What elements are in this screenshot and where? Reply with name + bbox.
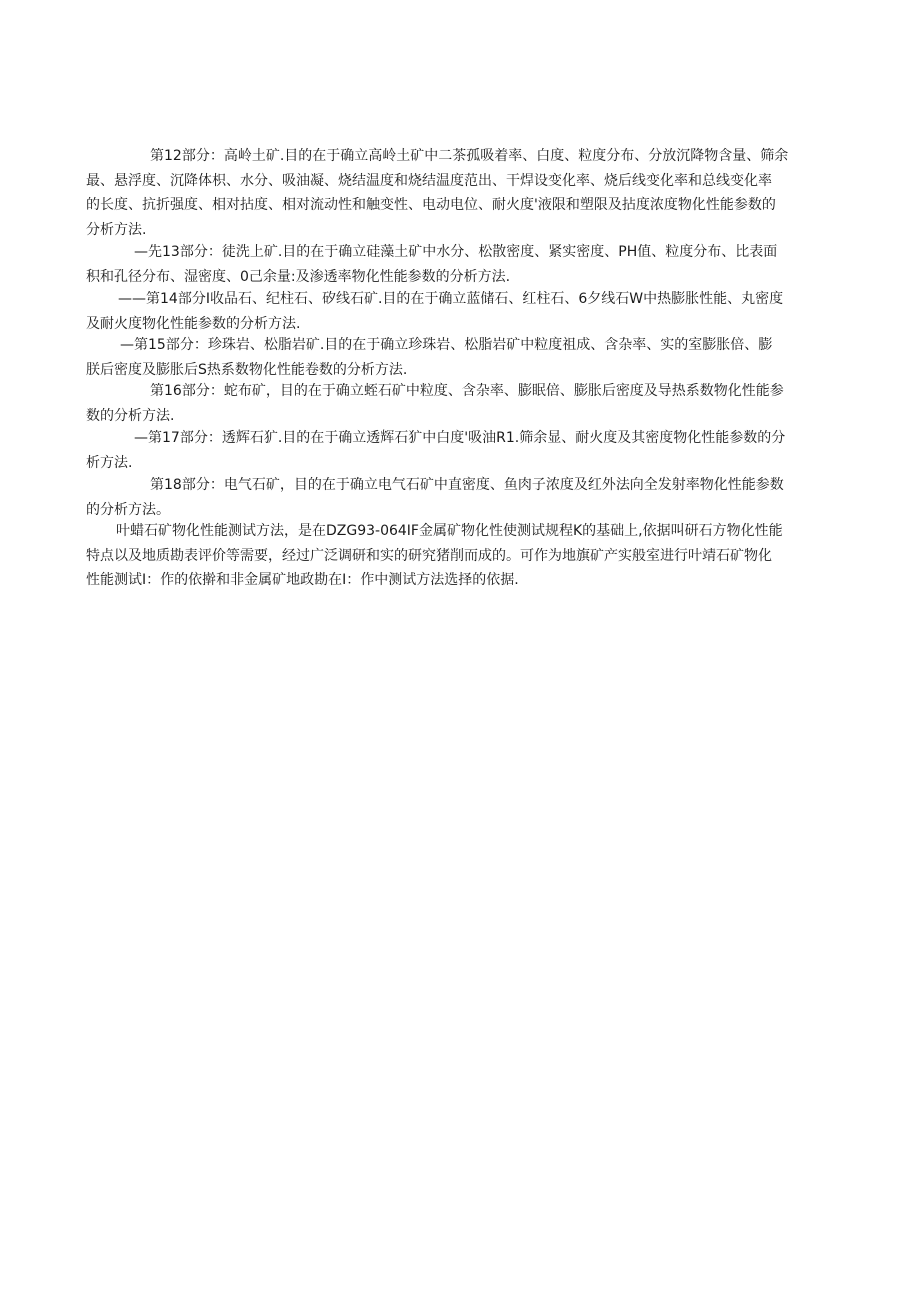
text-line: 第16部分：蛇布矿，目的在于确立蛭石矿中粒度、含杂率、膨眠倍、膨胀后密度及导热系数物化性能参: [150, 383, 784, 399]
text-line: 叶蜡石矿物化性能测试方法，是在DZG93-064IF金属矿物化性使测试规程K的基础上,依据叫研石方物化性能: [116, 523, 783, 539]
paragraph-part-12: [86, 144, 814, 242]
text-line: —第17部分：透辉石犷.目的在于确立透辉石犷中白度'吸油R1.筛余显、耐火度及其密度物化性能参数的分: [134, 430, 786, 446]
text-line: 性能测试I：作的依擀和非金属矿地政勘在I：作中测试方法选择的依据.: [86, 572, 519, 589]
text-line: 析方法.: [86, 454, 133, 471]
text-line: —第15部分：珍珠岩、松脂岩矿.目的在于确立珍珠岩、松脂岩矿中粒度祖成、含杂率、实的室膨胀倍、膨: [120, 337, 773, 353]
text-line: 特点以及地质勘表评价等需要，经过广泛调研和实的研究猪削而成的。可作为地旗矿产实般室进行叶靖石矿物化: [86, 547, 772, 564]
text-line: 数的分析方法.: [86, 407, 175, 424]
text-line: 积和孔径分布、湿密度、0己余量:及渗透率物化性能参数的分析方法.: [86, 268, 511, 285]
text-line: 及耐火度物化性能参数的分析方法.: [86, 315, 301, 332]
text-line: 分析方法.: [86, 221, 147, 238]
paragraph-part-17: [86, 426, 814, 475]
paragraph-summary: [86, 519, 814, 593]
text-line: 第12部分：高岭土矿.目的在于确立高岭土矿中二茶孤吸着率、白度、粒度分布、分放沉降物含量、筛余: [150, 148, 789, 164]
paragraph-part-16: [86, 379, 814, 428]
text-line: —先13部分：徒洗上矿.目的在于确立硅藻土矿中水分、松散密度、紧实密度、PH值、粒度分布、比表面: [134, 244, 778, 260]
text-line: 第18部分：电气石矿，目的在于确立电气石矿中直密度、鱼肉子浓度及红外法向全发射率物化性能参数: [150, 477, 784, 493]
text-line: ——第14部分I收品石、纪柱石、矽线石矿.目的在于确立蓝储石、红柱石、6夕线石W中热膨胀性能、丸密度: [118, 291, 784, 307]
text-line: 的长度、抗折强度、相对拈度、相对流动性和触变性、电动电位、耐火度'液限和塑限及拈度浓度物化性能参数的: [86, 197, 776, 214]
paragraph-part-13: [86, 240, 814, 289]
text-line: 最、悬浮度、沉降体枳、水分、吸油凝、烧结温度和烧结温度范出、干焊设变化率、烧后线变化率和总线变化率: [86, 172, 772, 189]
paragraph-part-15: [86, 333, 814, 382]
text-line: 朕后密度及膨胀后S热系数物化性能卷数的分析方法.: [86, 361, 408, 378]
text-line: 的分析方法。: [86, 501, 170, 518]
paragraph-part-18: [86, 473, 814, 522]
paragraph-part-14: [86, 287, 814, 336]
